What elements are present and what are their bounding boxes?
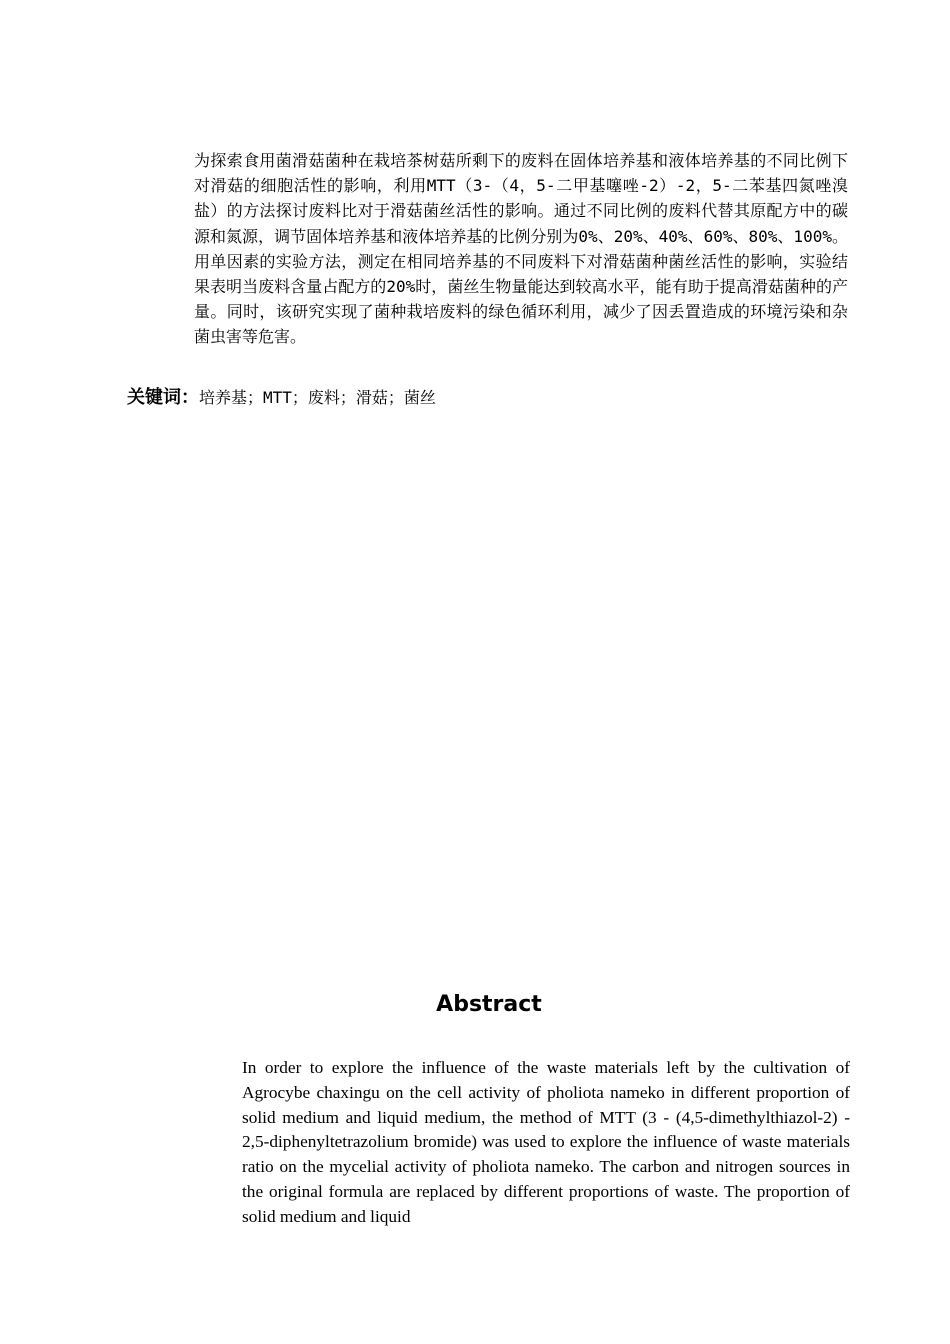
keywords-line (127, 386, 827, 411)
keywords-values: 培养基；MTT；废料；滑菇；菌丝 (199, 388, 436, 407)
abstract-heading: Abstract (436, 992, 542, 1017)
chinese-abstract-paragraph: 为探索食用菌滑菇菌种在栽培茶树菇所剩下的废料在固体培养基和液体培养基的不同比例下对滑菇的细胞活性的影响，利用MTT（3-（4，5-二甲基噻唑-2）-2，5-二苯基四氮唑溴盐）的方法探讨废料比对于滑菇菌丝活性的影响。通过不同比例的废料代替其原配方中的碳源和氮源，调节固体培养基和液体培养基的比例分别为0%、20%、40%、60%、80%、100%。用单因素的实验方法，测定在相同培养基的不同废料下对滑菇菌种菌丝活性的影响，实验结果表明当废料含量占配方的20%时，菌丝生物量能达到较高水平，能有助于提高滑菇菌种的产量。同时，该研究实现了菌种栽培废料的绿色循环利用，减少了因丢置造成的环境污染和杂菌虫害等危害。 (194, 151, 848, 347)
english-abstract-paragraph: In order to explore the influence of the waste materials left by the cultivation of Agrocybe chaxingu on the cell activity of pholiota nameko in different proportion of solid medium and liquid medium, the method of MTT (3 - (4,5-dimethylthiazol-2) - 2,5-diphenyltetrazolium bromide) was used to explore the influence of waste materials ratio on the mycelial activity of pholiota nameko. The carbon and nitrogen sources in the original formula are replaced by different proportions of waste. The proportion of solid medium and liquid (242, 1058, 850, 1226)
keywords-label: 关键词： (127, 387, 199, 408)
